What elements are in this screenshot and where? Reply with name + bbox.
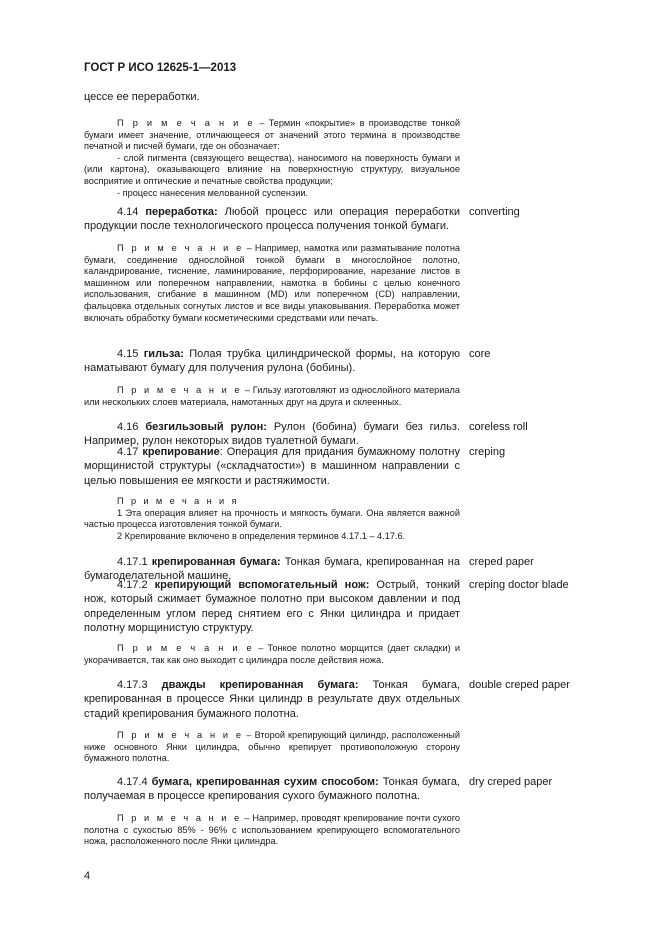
term-en-4-17-4: dry creped paper	[469, 776, 553, 788]
term-4-17-4: 4.17.4 бумага, крепированная сухим способом: Тонкая бумага, получаемая в процессе крепирования сухого бумажного полотна.	[84, 776, 460, 803]
note-label: П р и м е ч а н и е	[117, 118, 255, 128]
document-header: ГОСТ Р ИСО 12625-1—2013	[84, 62, 237, 74]
note-coating: П р и м е ч а н и е – Термин «покрытие» в производстве тонкой бумаги имеет значение, отличающееся от значений этого термина в производстве печатной и писчей бумаги, где он обозначает: - слой пигмента (связующего вещества), наносимого на поверхность бумаги и (или картона), оказывающего влияние на поверхностную структуру, визуальное восприятие и оптические и печатные свойства продукции; - процесс нанесения мелованной суспензии.	[84, 118, 460, 198]
term-en-4-17: creping	[469, 446, 506, 458]
note-4-17: П р и м е ч а н и я 1 Эта операция влияет на прочность и мягкость бумаги. Она является важной частью процесса изготовления тонкой бумаги. 2 Крепирование включено в определения терминов 4.17.1 – 4.17.6.	[84, 496, 460, 541]
term-4-17-2: 4.17.2 крепирующий вспомогательный нож: Острый, тонкий нож, который сжимает бумажное полотно при высоком давлении и под определенным углом перед снятием его с Янки цилиндра и придает полотну морщинистую структуру.	[84, 579, 460, 634]
continuation-text: цессе ее переработки.	[84, 91, 200, 103]
term-title: крепирование	[142, 446, 220, 458]
term-4-15: 4.15 гильза: Полая трубка цилиндрической формы, на которую наматывают бумагу для получения рулона (бобины).	[84, 348, 460, 375]
note-4-17-2: П р и м е ч а н и е – Тонкое полотно морщится (дает складки) и укорачивается, так как оно выходит с цилиндра после действия ножа.	[84, 643, 460, 665]
term-title: бумага, крепированная сухим способом:	[151, 776, 379, 788]
term-4-17-3: 4.17.3 дважды крепированная бумага: Тонкая бумага, крепированная в процессе Янки цилиндр в результате двух отдельных стадий крепирования бумажного полотна.	[84, 679, 460, 720]
page-number: 4	[84, 870, 91, 882]
term-title: дважды крепированная бумага:	[161, 679, 359, 691]
note-4-17-4: П р и м е ч а н и е – Например, проводят крепирование почти сухого полотна с сухостью 85% - 96% с использованием крепирующего вспомогательного ножа, расположенного после Янки цилиндра.	[84, 813, 460, 847]
term-title: безгильзовый рулон:	[145, 421, 267, 433]
term-4-16: 4.16 безгильзовый рулон: Рулон (бобина) бумаги без гильз. Например, рулон некоторых видов туалетной бумаги.	[84, 421, 461, 448]
term-en-4-15: core	[469, 348, 491, 360]
term-en-4-17-2: creping doctor blade	[469, 579, 569, 591]
term-en-4-16: coreless roll	[469, 421, 528, 433]
note-4-17-3: П р и м е ч а н и е – Второй крепирующий цилиндр, расположенный ниже основного Янки цилиндра, обычно крепирует противоположную сторону бумажного полотна.	[84, 730, 460, 764]
note-4-14: П р и м е ч а н и е – Например, намотка или разматывание полотна бумаги, соединение однослойной тонкой бумаги в многослойное полотно, каландрирование, тиснение, ламинирование, перфорирование, нарезание листов в машинном или поперечном направлении, намотка в бобины с целью конечного использования, сгибание в машинном (MD) или поперечном (CD) направлении, фальцовка отдельных согнутых листов и все виды упаковывания. Переработка может включать обработку бумаги косметическими средствами или печать.	[84, 243, 460, 323]
term-title: переработка:	[145, 206, 218, 218]
term-en-4-17-1: creped paper	[469, 556, 534, 568]
term-title: гильза:	[143, 348, 184, 360]
term-en-4-17-3: double creped paper	[469, 679, 570, 691]
term-4-17-1: 4.17.1 крепированная бумага: Тонкая бумага, крепированная на бумагоделательной машине.	[84, 556, 461, 583]
term-4-17: 4.17 крепирование: Операция для придания бумажному полотну морщинистой структуры («складчатости») в машинном направлении с целью повышения ее мягкости и растяжимости.	[84, 446, 461, 487]
term-en-4-14: converting	[469, 206, 520, 218]
term-title: крепирующий вспомогательный нож:	[154, 579, 370, 591]
note-4-15: П р и м е ч а н и е – Гильзу изготовляют из однослойного материала или нескольких слоев материала, намотанных друг на друга и склеенных.	[84, 385, 460, 407]
term-4-14: 4.14 переработка: Любой процесс или операция переработки продукции после технологического процесса получения тонкой бумаги.	[84, 206, 460, 233]
term-title: крепированная бумага:	[151, 556, 281, 568]
